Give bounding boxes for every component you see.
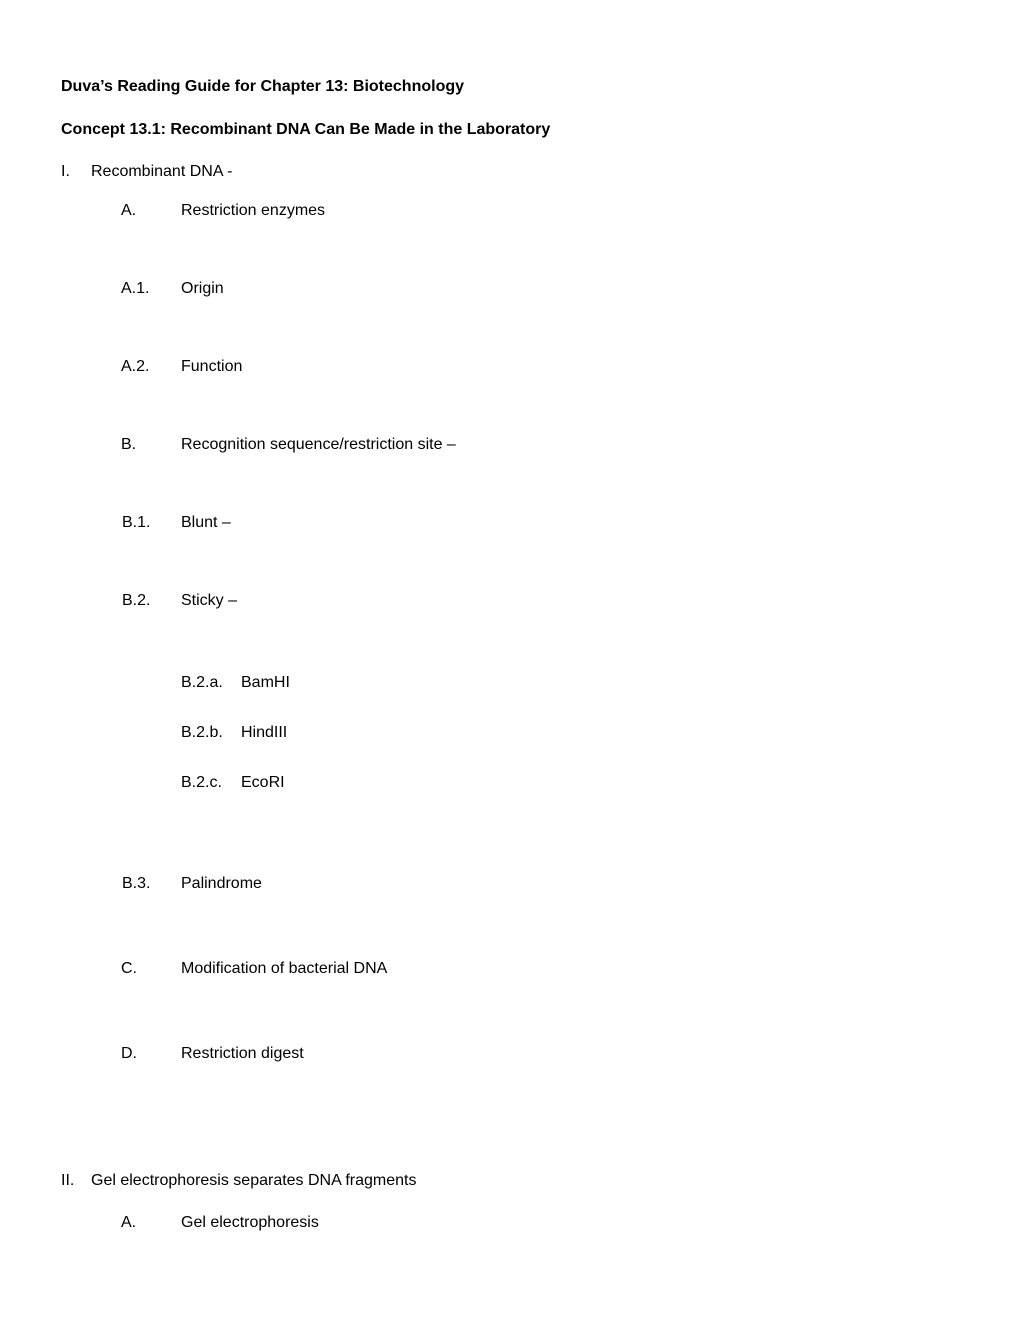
outline-text: EcoRI: [241, 774, 285, 791]
outline-number: A.1.: [121, 280, 150, 297]
outline-text: Origin: [181, 280, 224, 297]
outline-number: B.2.b.: [181, 724, 223, 741]
outline-number: C.: [121, 960, 137, 977]
outline-number: A.: [121, 1214, 137, 1231]
outline-number: B.2.a.: [181, 674, 223, 691]
concept-heading: Concept 13.1: Recombinant DNA Can Be Made in the Laboratory: [61, 121, 551, 138]
outline-text: HindIII: [241, 724, 288, 741]
outline-text: Recombinant DNA -: [91, 163, 233, 180]
outline-text: Gel electrophoresis: [181, 1214, 319, 1231]
outline-text: Restriction digest: [181, 1045, 304, 1062]
outline-text: Palindrome: [181, 875, 262, 892]
outline-text: Recognition sequence/restriction site –: [181, 436, 456, 453]
outline-text: Blunt –: [181, 514, 231, 531]
outline-number: II.: [61, 1172, 75, 1189]
outline-number: B.3.: [122, 875, 151, 892]
outline-text: BamHI: [241, 674, 290, 691]
outline-number: B.: [121, 436, 137, 453]
outline-number: B.2.c.: [181, 774, 222, 791]
outline-text: Function: [181, 358, 243, 375]
outline-text: Sticky –: [181, 592, 238, 609]
document-title: Duva’s Reading Guide for Chapter 13: Biotechnology: [61, 78, 465, 95]
outline-text: Gel electrophoresis separates DNA fragments: [91, 1172, 417, 1189]
outline-number: B.2.: [122, 592, 151, 609]
outline-text: Modification of bacterial DNA: [181, 960, 388, 977]
outline-number: I.: [61, 163, 70, 180]
outline-number: D.: [121, 1045, 137, 1062]
outline-number: B.1.: [122, 514, 151, 531]
outline-text: Restriction enzymes: [181, 202, 326, 219]
outline-number: A.2.: [121, 358, 150, 375]
outline-number: A.: [121, 202, 137, 219]
